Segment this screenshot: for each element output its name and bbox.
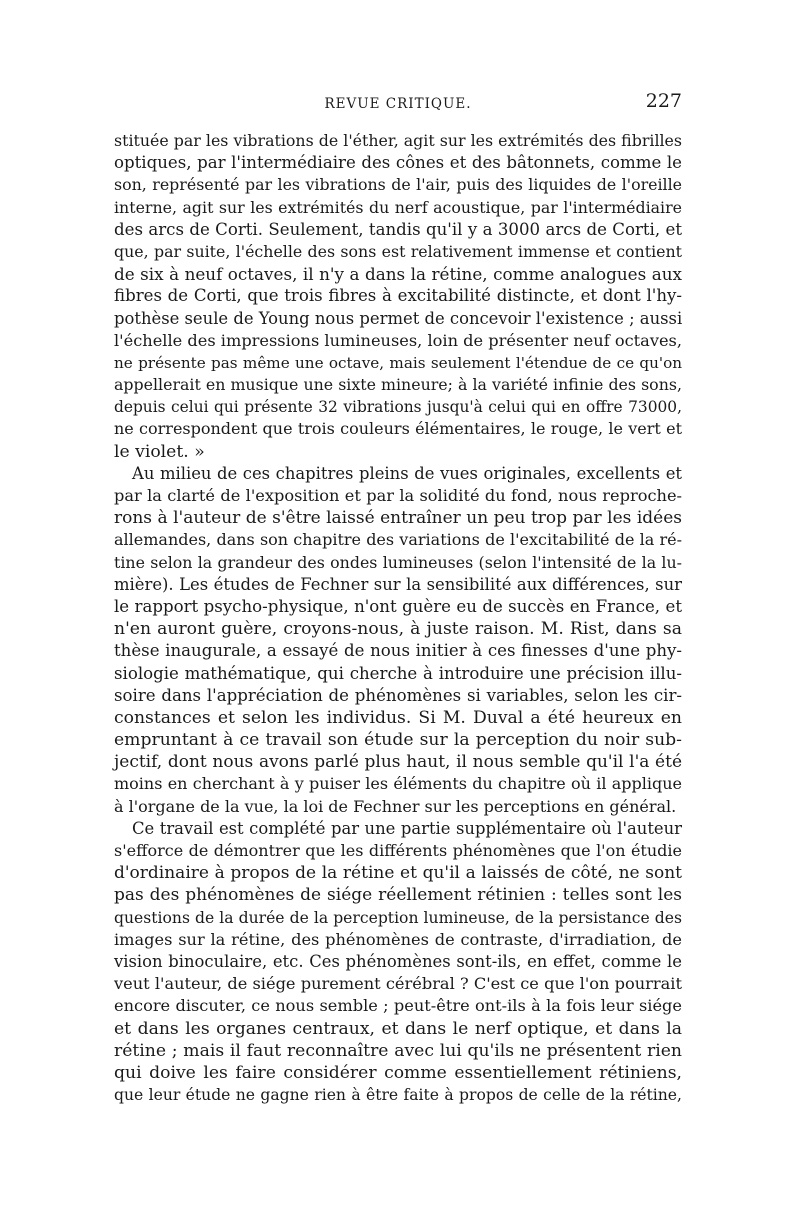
text-line: s'efforce de démontrer que les différents phénomènes que l'on étudie	[114, 841, 682, 860]
text-line: tine selon la grandeur des ondes lumineuses (selon l'intensité de la lu-	[114, 552, 682, 572]
page-number: 227	[645, 90, 682, 112]
text-line: et dans les organes centraux, et dans le nerf optique, et dans la	[114, 1018, 682, 1039]
text-line: jectif, dont nous avons parlé plus haut, il nous semble qu'il l'a été	[114, 752, 682, 773]
paragraph-start-line: Ce travail est complété par une partie supplémentaire où l'auteur	[132, 818, 682, 838]
running-head	[114, 90, 682, 118]
text-line: de six à neuf octaves, il n'y a dans la rétine, comme analogues aux	[114, 264, 682, 285]
text-line: siologie mathématique, qui cherche à introduire une précision illu-	[114, 663, 682, 683]
text-line: empruntant à ce travail son étude sur la perception du noir sub-	[114, 730, 682, 751]
text-line: depuis celui qui présente 32 vibrations jusqu'à celui qui en offre 73000,	[114, 398, 682, 417]
text-line: l'échelle des impressions lumineuses, loin de présenter neuf octaves,	[114, 330, 682, 350]
text-line: stituée par les vibrations de l'éther, agit sur les extrémités des fibrilles	[114, 131, 682, 150]
text-line: que, par suite, l'échelle des sons est relativement immense et contient	[114, 241, 682, 261]
text-line: d'ordinaire à propos de la rétine et qu'il a laissés de côté, ne sont	[114, 863, 682, 884]
text-line: mière). Les études de Fechner sur la sensibilité aux différences, sur	[114, 574, 682, 594]
text-line: pas des phénomènes de siége réellement rétinien : telles sont les	[114, 885, 682, 906]
text-line: allemandes, dans son chapitre des variations de l'excitabilité de la ré-	[114, 530, 682, 550]
text-line: à l'organe de la vue, la loi de Fechner sur les perceptions en général.	[114, 796, 677, 816]
text-line: thèse inaugurale, a essayé de nous initier à ces finesses d'une phy-	[114, 641, 682, 661]
text-line: vision binoculaire, etc. Ces phénomènes sont-ils, en effet, comme le	[114, 951, 682, 971]
text-line: constances et selon les individus. Si M. Duval a été heureux en	[114, 707, 682, 728]
text-line: des arcs de Corti. Seulement, tandis qu'il y a 3000 arcs de Corti, et	[114, 219, 682, 239]
text-line: n'en auront guère, croyons-nous, à juste raison. M. Rist, dans sa	[114, 619, 682, 640]
text-line: pothèse seule de Young nous permet de concevoir l'existence ; aussi	[114, 308, 683, 328]
text-line: par la clarté de l'exposition et par la solidité du fond, nous reproche-	[114, 486, 682, 505]
text-line: son, représenté par les vibrations de l'air, puis des liquides de l'oreille	[114, 175, 682, 195]
text-line: rons à l'auteur de s'être laissé entraîner un peu trop par les idées	[114, 508, 682, 529]
text-line: appellerait en musique une sixte mineure; à la variété infinie des sons,	[114, 375, 682, 395]
text-line: optiques, par l'intermédiaire des cônes et des bâtonnets, comme le	[114, 153, 682, 173]
running-title: REVUE CRITIQUE.	[324, 96, 472, 112]
text-line: soire dans l'appréciation de phénomènes si variables, selon les cir-	[114, 685, 682, 705]
text-line: fibres de Corti, que trois fibres à excitabilité distincte, et dont l'hy-	[114, 286, 682, 306]
text-line: moins en cherchant à y puiser les éléments du chapitre où il applique	[114, 774, 682, 794]
text-line: le rapport psycho-physique, n'ont guère eu de succès en France, et	[114, 596, 682, 616]
text-line: ne correspondent que trois couleurs élémentaires, le rouge, le vert et	[114, 419, 682, 439]
body-text	[114, 130, 682, 1106]
text-line: que leur étude ne gagne rien à être faite à propos de celle de la rétine,	[114, 1086, 682, 1105]
text-line: questions de la durée de la perception lumineuse, de la persistance des	[114, 908, 682, 927]
text-line: images sur la rétine, des phénomènes de contraste, d'irradiation, de	[114, 929, 682, 949]
text-line: rétine ; mais il faut reconnaître avec lui qu'ils ne présentent rien	[114, 1040, 682, 1061]
text-line: veut l'auteur, de siége purement cérébral ? C'est ce que l'on pourrait	[114, 974, 682, 994]
text-line: encore discuter, ce nous semble ; peut-être ont-ils à la fois leur siége	[114, 996, 682, 1016]
text-line: qui doive les faire considérer comme essentiellement rétiniens,	[114, 1062, 682, 1083]
text-line: ne présente pas même une octave, mais seulement l'étendue de ce qu'on	[114, 353, 682, 372]
text-line: interne, agit sur les extrémités du nerf acoustique, par l'intermédiaire	[114, 197, 682, 217]
text-line: le violet. »	[114, 441, 205, 462]
paragraph-start-line: Au milieu de ces chapitres pleins de vues originales, excellents et	[132, 463, 682, 483]
